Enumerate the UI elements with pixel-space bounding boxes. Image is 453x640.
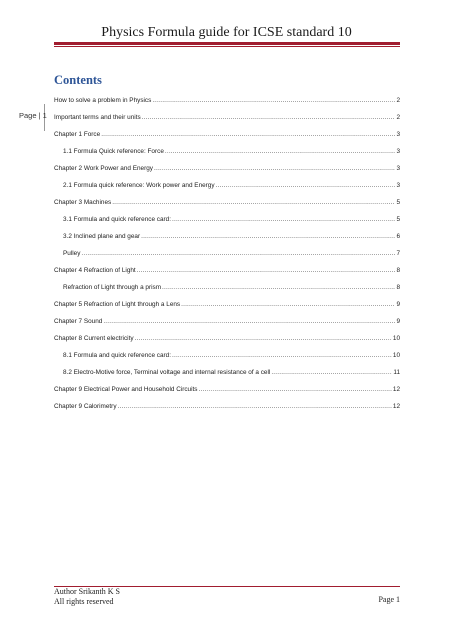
toc-leader-dots bbox=[181, 301, 395, 308]
toc-leader-dots bbox=[112, 199, 395, 206]
toc-entry-page: 3 bbox=[396, 165, 400, 172]
toc-entry-title: How to solve a problem in Physics bbox=[54, 97, 152, 104]
toc-entry-page: 10 bbox=[392, 335, 400, 342]
toc-entry-page: 9 bbox=[396, 301, 400, 308]
toc-leader-dots bbox=[152, 97, 395, 104]
toc-leader-dots bbox=[142, 114, 396, 121]
toc-entry-page: 9 bbox=[396, 318, 400, 325]
toc-entry-page: 2 bbox=[396, 97, 400, 104]
toc-entry-title: Chapter 9 Calorimetry bbox=[54, 403, 117, 410]
toc-entry[interactable] bbox=[54, 206, 400, 223]
toc-entry-page: 7 bbox=[396, 250, 400, 257]
toc-entry[interactable] bbox=[54, 240, 400, 257]
toc-leader-dots bbox=[271, 369, 392, 376]
toc-entry-page: 10 bbox=[392, 352, 400, 359]
toc-entry-title: Chapter 1 Force bbox=[54, 131, 101, 138]
toc-entry-title: 1.1 Formula Quick reference: Force bbox=[63, 148, 164, 155]
toc-entry-page: 12 bbox=[392, 386, 400, 393]
header-rule-thin bbox=[54, 46, 400, 47]
toc-entry-page: 6 bbox=[396, 233, 400, 240]
toc-entry-page: 11 bbox=[393, 369, 400, 376]
toc-entry-title: Chapter 4 Refraction of Light bbox=[54, 267, 136, 274]
toc-entry-title: 3.1 Formula and quick reference card: bbox=[63, 216, 171, 223]
toc-entry[interactable] bbox=[54, 104, 400, 121]
footer-page-number: Page 1 bbox=[378, 595, 400, 604]
footer-rights: All rights reserved bbox=[54, 597, 114, 606]
footer-author: Author Srikanth K S bbox=[54, 587, 120, 596]
toc-entry-page: 5 bbox=[396, 216, 400, 223]
toc-entry[interactable] bbox=[54, 308, 400, 325]
toc-leader-dots bbox=[154, 165, 395, 172]
toc-entry[interactable] bbox=[54, 376, 400, 393]
toc-entry-title: 8.1 Formula and quick reference card: bbox=[63, 352, 171, 359]
toc-leader-dots bbox=[199, 386, 392, 393]
toc-entry[interactable] bbox=[54, 257, 400, 274]
toc-entry[interactable] bbox=[54, 393, 400, 410]
toc-entry-title: Chapter 9 Electrical Power and Household Circuits bbox=[54, 386, 198, 393]
toc-entry-page: 5 bbox=[396, 199, 400, 206]
toc-entry-page: 3 bbox=[396, 131, 400, 138]
toc-entry[interactable] bbox=[54, 359, 400, 376]
toc-entry-page: 2 bbox=[396, 114, 400, 121]
toc-entry-title: Chapter 7 Sound bbox=[54, 318, 103, 325]
toc-leader-dots bbox=[81, 250, 395, 257]
toc-entry-page: 12 bbox=[392, 403, 400, 410]
toc-entry-title: Chapter 2 Work Power and Energy bbox=[54, 165, 153, 172]
toc-entry[interactable] bbox=[54, 172, 400, 189]
toc-leader-dots bbox=[172, 216, 395, 223]
toc-entry[interactable] bbox=[54, 155, 400, 172]
toc-leader-dots bbox=[137, 267, 396, 274]
toc-leader-dots bbox=[165, 148, 396, 155]
toc-entry-page: 3 bbox=[396, 148, 400, 155]
toc-entry-title: Refraction of Light through a prism bbox=[63, 284, 162, 291]
toc-entry-title: Chapter 5 Refraction of Light through a Lens bbox=[54, 301, 181, 308]
toc-entry-page: 8 bbox=[396, 284, 400, 291]
toc-leader-dots bbox=[141, 233, 395, 240]
toc-leader-dots bbox=[172, 352, 392, 359]
toc-entry[interactable] bbox=[54, 342, 400, 359]
toc-entry[interactable] bbox=[54, 189, 400, 206]
toc-leader-dots bbox=[118, 403, 392, 410]
toc-entry[interactable] bbox=[54, 291, 400, 308]
toc-entry[interactable] bbox=[54, 121, 400, 138]
table-of-contents bbox=[54, 87, 400, 410]
toc-entry-title: Chapter 3 Machines bbox=[54, 199, 112, 206]
toc-entry[interactable] bbox=[54, 138, 400, 155]
toc-entry[interactable] bbox=[54, 274, 400, 291]
toc-entry[interactable] bbox=[54, 87, 400, 104]
toc-entry-title: Important terms and their units bbox=[54, 114, 141, 121]
margin-page-label: Page | 1 bbox=[19, 111, 47, 120]
contents-heading: Contents bbox=[54, 73, 102, 87]
document-header-title: Physics Formula guide for ICSE standard 10 bbox=[101, 25, 352, 40]
toc-entry[interactable] bbox=[54, 325, 400, 342]
toc-leader-dots bbox=[135, 335, 392, 342]
header-rule bbox=[54, 42, 400, 45]
toc-leader-dots bbox=[103, 318, 395, 325]
toc-entry-title: 2.1 Formula quick reference: Work power and Energy bbox=[63, 182, 215, 189]
toc-leader-dots bbox=[101, 131, 395, 138]
toc-entry-page: 8 bbox=[396, 267, 400, 274]
toc-leader-dots bbox=[216, 182, 396, 189]
toc-entry-title: 8.2 Electro-Motive force, Terminal voltage and internal resistance of a cell bbox=[63, 369, 271, 376]
toc-entry-page: 3 bbox=[396, 182, 400, 189]
toc-entry-title: 3.2 Inclined plane and gear bbox=[63, 233, 141, 240]
toc-leader-dots bbox=[162, 284, 395, 291]
toc-entry[interactable] bbox=[54, 223, 400, 240]
toc-entry-title: Pulley bbox=[63, 250, 81, 257]
toc-entry-title: Chapter 8 Current electricity bbox=[54, 335, 134, 342]
